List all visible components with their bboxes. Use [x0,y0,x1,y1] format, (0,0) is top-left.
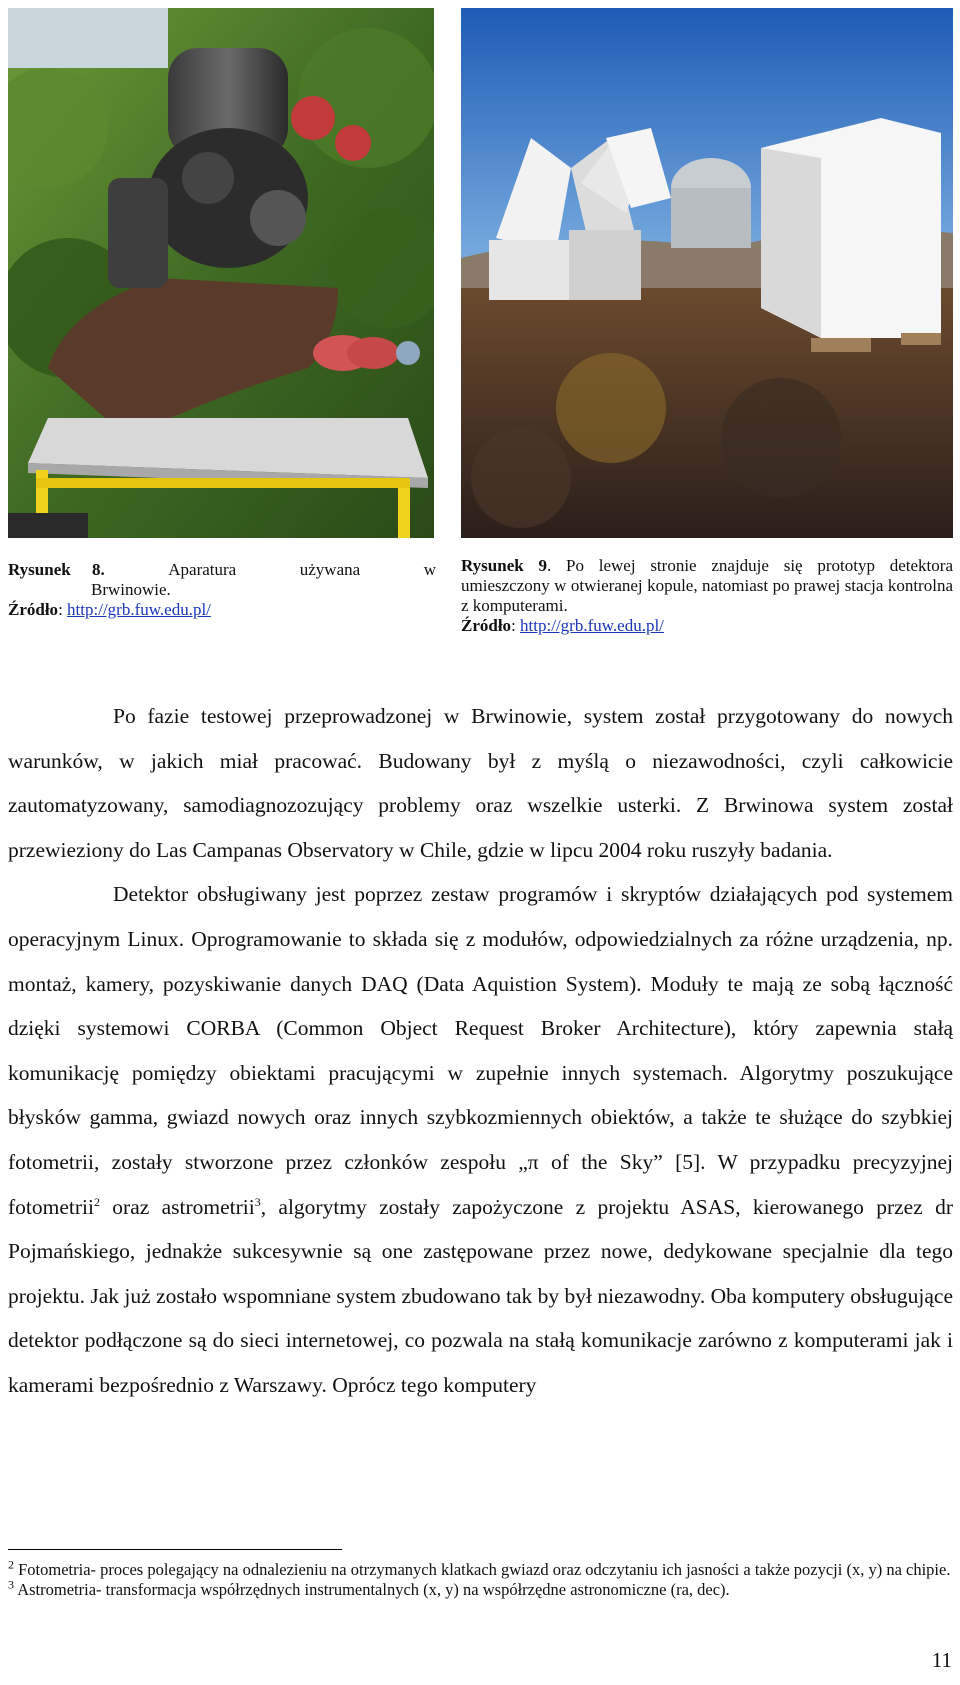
caption-source [8,600,436,620]
caption-word: Aparatura [168,560,237,579]
footnote-number: 2 [8,1557,14,1572]
source-label: Źródło [461,616,512,635]
figure-9-photo [461,8,953,538]
figure-8-caption [8,560,436,620]
footnote-divider [8,1549,342,1550]
paragraph-text: , algorytmy zostały zapożyczone z projektu ASAS, kierowanego przez dr Pojmańskiego, jednakże sukcesywnie są one zastępowane przez nowe, dedykowane specjalnie dla tego projektu. Jak już zostało wspomniane system zbudowano tak by był niezawodny. Oba komputery obsługujące detektor podłączone są do sieci internetowej, co pozwala na stałą komunikacje zarówno z komputerami jak i kamerami bezpośrednio z Warszawy. Oprócz tego komputery [8,1194,953,1397]
caption-line [8,560,436,580]
footnote-number: 3 [8,1577,14,1592]
paragraph-text: oraz astrometrii [99,1194,255,1219]
source-link[interactable]: http://grb.fuw.edu.pl/ [520,616,664,635]
source-sep: : [58,600,63,619]
footnote-ref[interactable]: 3 [254,1194,261,1209]
caption-word: używana [299,560,361,579]
source-link[interactable]: http://grb.fuw.edu.pl/ [67,600,211,619]
footnotes [8,1557,954,1600]
paragraph-1: Po fazie testowej przeprowadzonej w Brwinowie, system został przygotowany do nowych warunków, w jakich miał pracować. Budowany był z myślą o niezawodności, czyli całkowicie zautomatyzowany, samodiagnozozujący problemy oraz wszelkie usterki. Z Brwinowa system został przewieziony do Las Campanas Observatory w Chile, gdzie w lipcu 2004 roku ruszyły badania. [8,704,953,862]
paragraph-text: Detektor obsługiwany jest poprzez zestaw programów i skryptów działających pod systemem operacyjnym Linux. Oprogramowanie to składa się z modułów, odpowiedzialnych za różne urządzenia, np. montaż, kamery, pozyskiwanie danych DAQ (Data Aquistion System). Moduły te mają ze sobą łączność dzięki systemowi CORBA (Common Object Request Broker Architecture), który zapewnia stałą komunikację pomiędzy obiektami pracującymi w zupełnie innych systemach. Algorytmy poszukujące błysków gamma, gwiazd nowych oraz innych szybkozmiennych obiektów, a także te służące do szybkiej fotometrii, zostały stworzone przez członków zespołu „π of the Sky” [5]. W przypadku precyzyjnej fotometrii [8,882,953,1219]
figure-8-photo [8,8,434,538]
caption-number: 8. [91,560,105,579]
caption-body [461,556,953,616]
footnote [8,1577,954,1600]
footnote [8,1557,954,1580]
body-text [8,694,953,1408]
caption-word: w [423,560,436,579]
caption-label: Rysunek [8,560,71,579]
footnote-text: Fotometria- proces polegający na odnalezieniu na otrzymanych klatkach gwiazd oraz odczytaniu ich jasności a także pozycji (x, y) na chipie. [14,1560,951,1579]
source-sep: : [511,616,516,635]
figure-9-caption [461,556,953,636]
source-label: Źródło [8,600,59,619]
footnote-ref[interactable]: 2 [93,1194,100,1209]
page-number: 11 [931,1648,952,1672]
footnote-text: Astrometria- transformacja współrzędnych instrumentalnych (x, y) na współrzędne astronomiczne (ra, dec). [14,1580,730,1599]
caption-line2: Brwinowie. [91,580,171,599]
paragraph-2 [8,872,953,1407]
caption-source [461,616,953,636]
caption-label: Rysunek 9 [461,556,547,575]
caption-text: . Po lewej stronie znajduje się prototyp detektora umieszczony w otwieranej kopule, natomiast po prawej stacja kontrolna z komputerami. [461,556,953,615]
